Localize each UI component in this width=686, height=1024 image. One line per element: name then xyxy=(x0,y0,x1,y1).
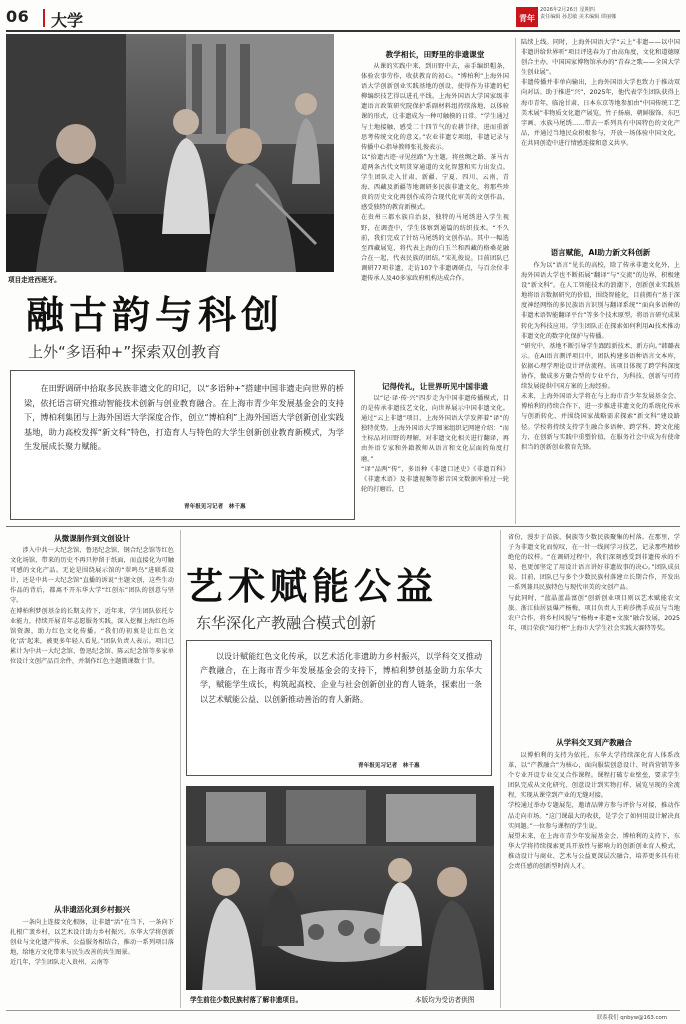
story1-col2-text2: 作为以“语言”见长的高校，除了传承非遗文化外，上海外国语大学也不断拓展“翻译”与“交流”的边界，积极建设“新文科”。在人工智能技术的浪潮下，创新创业实践基地将语言数据研究的价值，围绕智能化，目前拥有“基于深度神经网络的多民族语言识别与翻译系统”“面向多语种的非遗术语智能翻译平台”等多个技术原型，将语言研究成果转化为科技应用。学生团队正在探索如何利用AI技术推动非遗文化的数字化保护与传播。 “研究中，基地不断引导学生跟踪新技术、新方向。”韩璐表示。在AI语言测评项目中，团队构建多语种语言文本库，依据心理学理论设计评估流程。该项目体现了跨学科深度协作，做成多方聚合型的专业平台，为科技、创新与可持续发展提供中国方案的上海经验。 未来，上海外国语大学将在与上海市青少年发展基金会、博柏利的持续合作下，进一步推进非遗文化的系统化传承与创新转化，并围绕国家战略需求探索“新文科”建设路径。学校将持续支持学生融合多语种、跨学科、跨文化能力，在创新与实践中重塑价值，在服务社会中成为有使命担当的创新创业教育先锋。 xyxy=(521,262,680,451)
footer-contact: 联系我们 qnbyw@163.com xyxy=(597,1015,668,1021)
masthead-logo xyxy=(516,7,538,27)
date-line: 2026年2月26日 星期四 xyxy=(540,7,595,13)
story1-headline: 融古韵与科创 xyxy=(26,292,285,337)
story2-left-heading: 从微课制作到文创设计 xyxy=(54,534,130,543)
story2-subhead: 东华深化产教融合模式创新 xyxy=(196,614,377,632)
story-separator xyxy=(6,526,680,527)
story1-photo-caption: 项目走进西班牙。 xyxy=(8,276,61,284)
section-title: 大学 xyxy=(51,11,84,30)
story1-subhead: 上外“多语种+”探索双创教育 xyxy=(28,343,222,361)
story2-headline: 艺术赋能公益 xyxy=(186,564,438,608)
story2-left-text: 涉入中共一大纪念馆、鲁迅纪念馆、钢合纪念馆等红色文化场馆，带来的历史不再只停留于纸面，而直接化为可触可感的文化产品。无论是围绕展示馆的“翠鸣鸟”进联系设计，还是中共一大纪念馆“直播的诉说”主题文创，这些生动作品的背后，都离不开东华大学“红创东”团队的创意与坚守。 在博柏利梦创基金的长期支持下，近年来，学生团队依托专业能力，持续开展青年志愿服务实践，深入挖掘上海红色场馆资源，助力红色文化传播。“我们的初衷是让红色文化‘活’起来，被更多年轻人看见。”团队负责人表示。项目已累计为中共一大纪念馆、鲁迅纪念馆、陈云纪念馆等多家单位设计文创产品百余件，并制作红色主题微课数十节。 xyxy=(10,547,174,666)
editor-line: 责任编辑 孙思敏 美术编辑 谭丽娜 xyxy=(540,14,617,20)
story1-col1-text2: 以“记·译·传·兴”四步走为中国非遗传播模式，目的是传承非遗技艺文化，向世界展示中国非遗文化。通过“云上非遗”项目，上海外国语大学发挥着“译”的独特优势。上海外国语大学图案组织记网建介绍：“而主标品对田野的理解，对非遗文化相关进行翻译，再由外语专家和外籍教师从语言和文化层面的角度打磨。” “译”品两“传”，多语种《非遗口述史》《非遗百科》《非遗术语》及非遗视频等影音国文数据库验过一轮轮的打磨后，已 xyxy=(361,395,509,493)
story1-col2-text: 陆续上线。同时，上海外国语大学“云上”非遗——以中国非遗讲给世界听”项目评选春为了由高角度，文化和道德原创合主办，中国国家博物馆承办的“青春之歌——全国大学生创业展”。 非遗传播并非单向输出，上海外国语大学也致力于推动双向对话。助于推进“兴”，2025年，他代表学生团队获得上海市青年，临沧甘肃，日本东京等地参加由“中国传统工艺美术展”非物质文化遗产展览，竹子扬扇、朝鲜服饰、东巴字画、水族马尾绣……带去一系列具有中国特色的文化产品，并通过当地民众积极参与，开放一场体验中国文化，在共同创造中进行情感连接和意义共享。 xyxy=(521,39,680,147)
story2-byline: 青年报见习记者 林千惠 xyxy=(358,763,420,769)
story2-mid-heading: 从学科交叉到产教融合 xyxy=(556,738,632,747)
story1-col1-text: 从课的实践中来，到田野中去，亲手编织帽条，体验农事劳作，收获教育的初心。“博柏利”上海外国语大学创新创业实践基地的创设，使得作为非遗的杞柳编织技艺得以进孔平线。上海外国语大学国家级非遗语言政策研究院保护系副材料组持续落地，以体验课的形式，让非遗成为一种可触摸的日常。“学生通过与土地接触，感受二十四节气的农耕节律，进而重新思考传统文化的意义。”农业非遗专项组，非遗记录与传播中心指导教师张礼俊表示。 以“拾遗古迹·寻见丝路”为主题，将丝绸之路、茶马古道两条古代文明贯穿通道的文化智慧和实力出发点。学生团队走入甘肃、新疆、宁夏、四川、云南、青海、西藏及新疆等地调研多民族非遗文化，将那些珍贵的历史文化再创作成符合现代化审美的文创作品，感受独特的教育新模式。 在贵州三都水族自治县，独特的马尾绣进入学生视野，在调查中，学生体察到通篇的纺织技术。“不久前，我们完成了针纺马尾绣的文创作品。其中一幅选至西藏展览，将代表上海的白玉兰和西藏的格桑花融合在一起，代表民族的团结。”宋礼俊说。目前团队已调研77项非遗，走访107个非遗调研点，与百余位非遗传承人及40多家政府机构达成合作。 xyxy=(361,63,509,282)
story1-col1-heading2: 记得传礼，让世界听见中国非遗 xyxy=(381,382,489,391)
story1-lead: 在田野调研中拾取多民族非遗文化的印记，以“多语种+”搭建中国非遗走向世界的桥梁，依托语言研究推动智能技术创新与创业教育融合。在上海市青少年发展基金会的支持下，博柏利集团与上海外国语大学深度合作，创立“博柏利”上海外国语大学创新创业实践基地，助力高校发挥“新文科”特色，打造育人与特色的大学生创新创业教育新模式，为学生发展成长聚力赋能。 xyxy=(24,383,344,452)
story1-col2-heading: 语言赋能，AI助力新文科创新 xyxy=(550,248,651,257)
column-rule xyxy=(180,530,181,1008)
date-box xyxy=(540,7,680,21)
story1-col1-heading: 教学相长，田野里的非遗课堂 xyxy=(385,50,485,59)
story1-photo xyxy=(6,34,334,272)
story2-photo-caption: 学生前往少数民族村落了解非遗项目。 xyxy=(190,996,303,1004)
story1-byline: 青年报见习记者 林千惠 xyxy=(184,504,246,510)
column-rule xyxy=(500,530,501,1008)
story2-lead: 以设计赋能红色文化传承，以艺术活化非遗助力乡村振兴，以学科交叉推动产教融合，在上海市青少年发展基金会的支持下，博柏利梦创基金助力东华大学，赋能学生成长，构筑起高校、企业与社会创新创业的育人链条，探索出一条以艺术赋能公益、以创新推动善治的育人新路。 xyxy=(200,652,482,704)
photo-credit: 本版均为受访者供图 xyxy=(415,996,475,1004)
story2-left-heading2: 从非遗活化到乡村振兴 xyxy=(54,905,130,914)
story2-mid-text2: 以博柏利的支持为依托，东华大学持续深化育人体系改革，以“产教融合”为核心，面向服装创意设计、时尚营销等多个专业开设专业交叉合作课程。课程打破专业壁垒，要求学生团队完成从文化研究、创意设计到实物打样、展览呈现的全流程，实现从课堂到产业的无缝对接。 学校通过举办专题展览，邀请品牌方参与评价与对接，推动作品走向市场。“这门课最大的收获，是学会了如何用设计解决真实问题。”一位参与课程的学生说。 展望未来，在上海市青少年发展基金会、博柏利的支持下，东华大学将持续探索更具开放性与影响力的创新创业育人模式，推动设计与商业、艺术与公益更深层次融合，培养更多具有社会责任感的创新型时尚人才。 xyxy=(508,752,680,871)
story2-left-text2: 一条向上连接文化根脉，让非遗“活”在当下，一条向下扎根广袤乡村，以艺术设计助力乡村振兴。东华大学将创新创业与文化遗产传承、公益服务相结合，推动一系列项目落地，给地方文化带来与民生改善的共生图景。 近几年，学生团队走入贵州、云南等 xyxy=(10,919,174,967)
page-number: 06 xyxy=(6,7,30,26)
footer-rule xyxy=(6,1010,680,1011)
header-rule xyxy=(6,30,680,32)
story2-photo xyxy=(186,786,494,990)
column-rule xyxy=(515,38,516,524)
svg-text:青年: 青年 xyxy=(519,14,535,23)
story2-mid-text: 省份，漫步于苗族、侗族等少数民族聚集的村落。在那里，学子为非遗文化而惊叹，在一针一线间学习技艺，记录那些精妙绝伦的纹样。“在调研过程中，我们深刻感受到非遗传承的不易，也更加坚定了用设计语言讲好非遗故事的决心。”团队成员说。目前，团队已与多个少数民族村落建立长期合作，开发出一系列兼具民族特色与现代审美的文创产品。 与此同时，“蓝晶蓝晶富创”创新创业项目则以艺术赋能农文旅。浙江仙居县爆产杨梅，项目负责人王莉莎携手成员与当地农户合作，将乡村风貌与“杨梅+非遗+文旅”融合发展，2025年，项目荣获“知行杯”上海市大学生社会实践大赛特等奖。 xyxy=(508,534,680,632)
header-divider xyxy=(43,9,45,27)
